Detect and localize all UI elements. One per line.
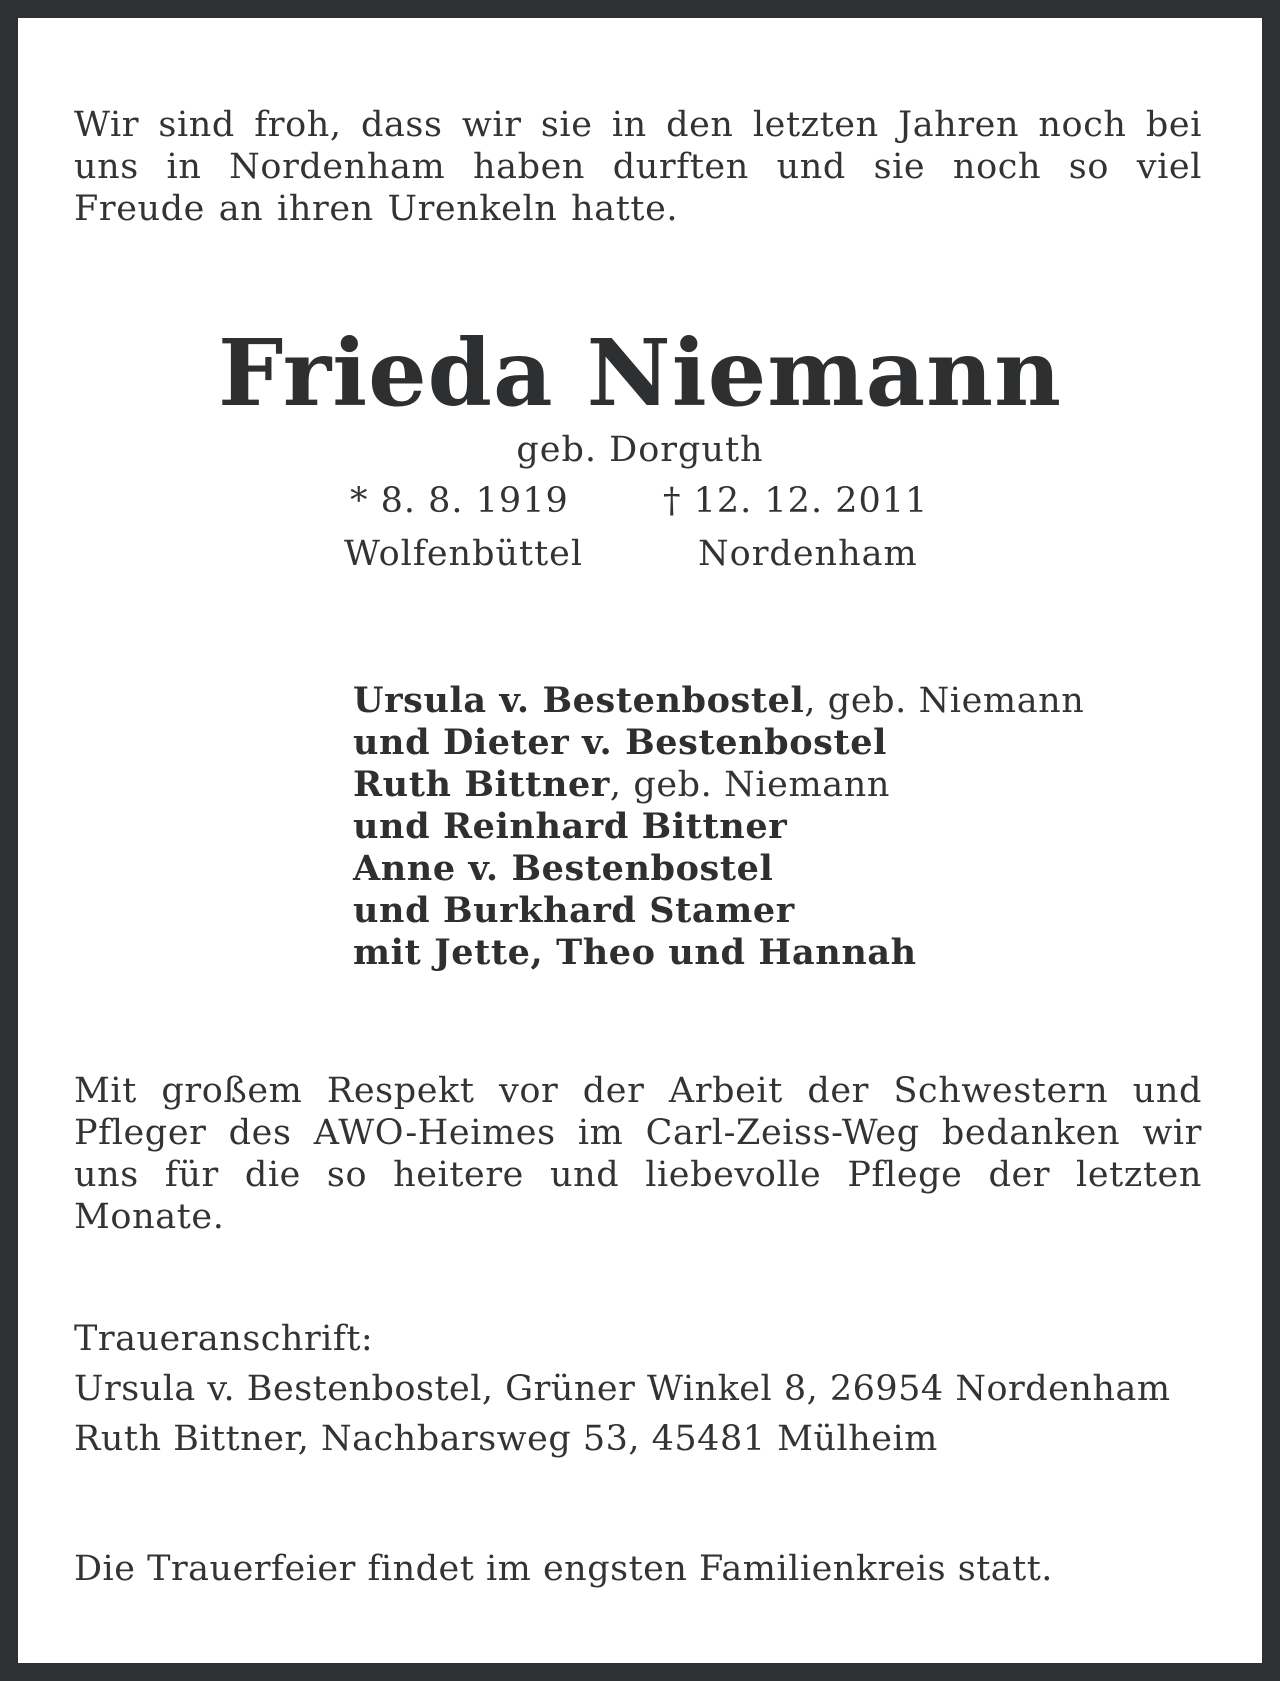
family-member-name: Ursula v. Bestenbostel <box>353 680 805 721</box>
thanks-paragraph: Mit großem Respekt vor der Arbeit der Schwestern und Pfleger des AWO-Heimes im Carl-Zeiss-Weg bedanken wir uns für die so heitere und liebevolle Pflege der letzten Monate. <box>74 1071 1202 1237</box>
family-member <box>353 932 1084 974</box>
address-heading: Traueranschrift: <box>74 1319 374 1359</box>
deceased-name: Frieda Niemann <box>218 319 1062 427</box>
family-member-note: , geb. Niemann <box>804 681 1085 721</box>
death-place: Nordenham <box>698 534 918 574</box>
family-member <box>353 890 1084 932</box>
maiden-name: geb. Dorguth <box>516 430 764 470</box>
birth-place: Wolfenbüttel <box>344 534 584 574</box>
address-line: Ruth Bittner, Nachbarsweg 53, 45481 Mülheim <box>74 1419 938 1459</box>
birth-date: * 8. 8. 1919 <box>350 481 569 521</box>
family-member <box>353 806 1084 848</box>
family-member-name: Ruth Bittner <box>353 764 610 805</box>
family-member-name: Anne v. Bestenbostel <box>353 848 774 889</box>
closing-line: Die Trauerfeier findet im engsten Familienkreis statt. <box>74 1549 1053 1589</box>
family-member <box>353 722 1084 764</box>
family-member-name: und Burkhard Stamer <box>353 890 795 931</box>
family-member-note: , geb. Niemann <box>609 765 891 805</box>
family-list <box>353 680 1084 974</box>
address-line: Ursula v. Bestenbostel, Grüner Winkel 8, 26954 Nordenham <box>74 1369 1171 1409</box>
family-member-name: mit Jette, Theo und Hannah <box>353 932 917 973</box>
family-member-name: und Dieter v. Bestenbostel <box>353 722 888 763</box>
intro-paragraph: Wir sind froh, dass wir sie in den letzten Jahren noch bei uns in Nordenham haben durften und sie noch so viel Freude an ihren Urenkeln hatte. <box>74 105 1202 229</box>
family-member <box>353 680 1084 722</box>
family-member <box>353 764 1084 806</box>
family-member <box>353 848 1084 890</box>
family-member-name: und Reinhard Bittner <box>353 806 788 847</box>
death-date: † 12. 12. 2011 <box>663 481 929 521</box>
